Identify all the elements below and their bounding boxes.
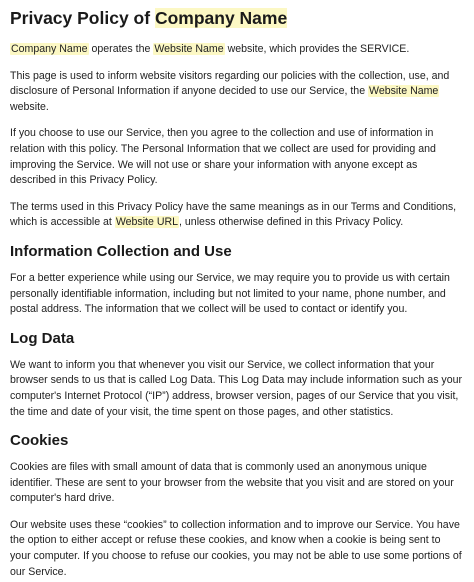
purpose-text: This page is used to inform website visitors regarding our policies with the collection, use, and disclosure of Personal Information if anyone decided to use our Service, the bbox=[10, 69, 450, 98]
website-url-placeholder: Website URL bbox=[115, 216, 179, 229]
website-name-placeholder: Website Name bbox=[369, 85, 439, 98]
purpose-paragraph bbox=[10, 69, 464, 116]
log-data-paragraph: We want to inform you that whenever you visit our Service, we collect information that your browser sends to us that is called Log Data. This Log Data may include information such as your computer's Internet Protocol (“IP”) address, browser version, pages of our Service that you visit, the time and date of your visit, the time spent on those pages, and other statistics. bbox=[10, 358, 463, 418]
purpose-text-end: website. bbox=[10, 100, 49, 113]
intro-text: operates the bbox=[88, 43, 154, 55]
info-collection-heading: Information Collection and Use bbox=[10, 242, 232, 260]
website-name-placeholder: Website Name bbox=[154, 43, 224, 55]
page-title bbox=[10, 7, 464, 29]
company-name-placeholder: Company Name bbox=[154, 8, 288, 28]
terms-paragraph bbox=[10, 200, 464, 231]
cookies-heading: Cookies bbox=[10, 432, 69, 450]
terms-text: The terms used in this Privacy Policy have the same meanings as in our Terms and Conditions, which is accessible at bbox=[10, 200, 457, 229]
agreement-paragraph: If you choose to use our Service, then you agree to the collection and use of information in relation with this policy. The Personal Information that we collect are used for providing and improving the Service. We will not use or share your information with anyone except as described in this Privacy Policy. bbox=[10, 127, 436, 187]
info-collection-paragraph: For a better experience while using our Service, we may require you to provide us with certain personally identifiable information, including but not limited to your name, phone number, and postal address. The information that we collect will be used to contact or identify you. bbox=[10, 271, 450, 316]
intro-paragraph bbox=[10, 42, 464, 58]
cookies-paragraph-2: Our website uses these “cookies” to collection information and to improve our Service. You have the option to either accept or refuse these cookies, and know when a cookie is being sent to your computer. If you choose to refuse our cookies, you may not be able to use some portions of our Service. bbox=[10, 518, 462, 578]
terms-text-end: , unless otherwise defined in this Privacy Policy. bbox=[179, 216, 404, 229]
company-name-placeholder: Company Name bbox=[11, 43, 88, 55]
cookies-paragraph-1: Cookies are files with small amount of data that is commonly used an anonymous unique identifier. These are sent to your browser from the website that you visit and are stored on your computer's hard drive. bbox=[10, 461, 454, 505]
log-data-heading: Log Data bbox=[10, 329, 75, 347]
intro-text-end: website, which provides the SERVICE. bbox=[224, 43, 410, 55]
page-title-prefix: Privacy Policy of bbox=[10, 8, 155, 28]
